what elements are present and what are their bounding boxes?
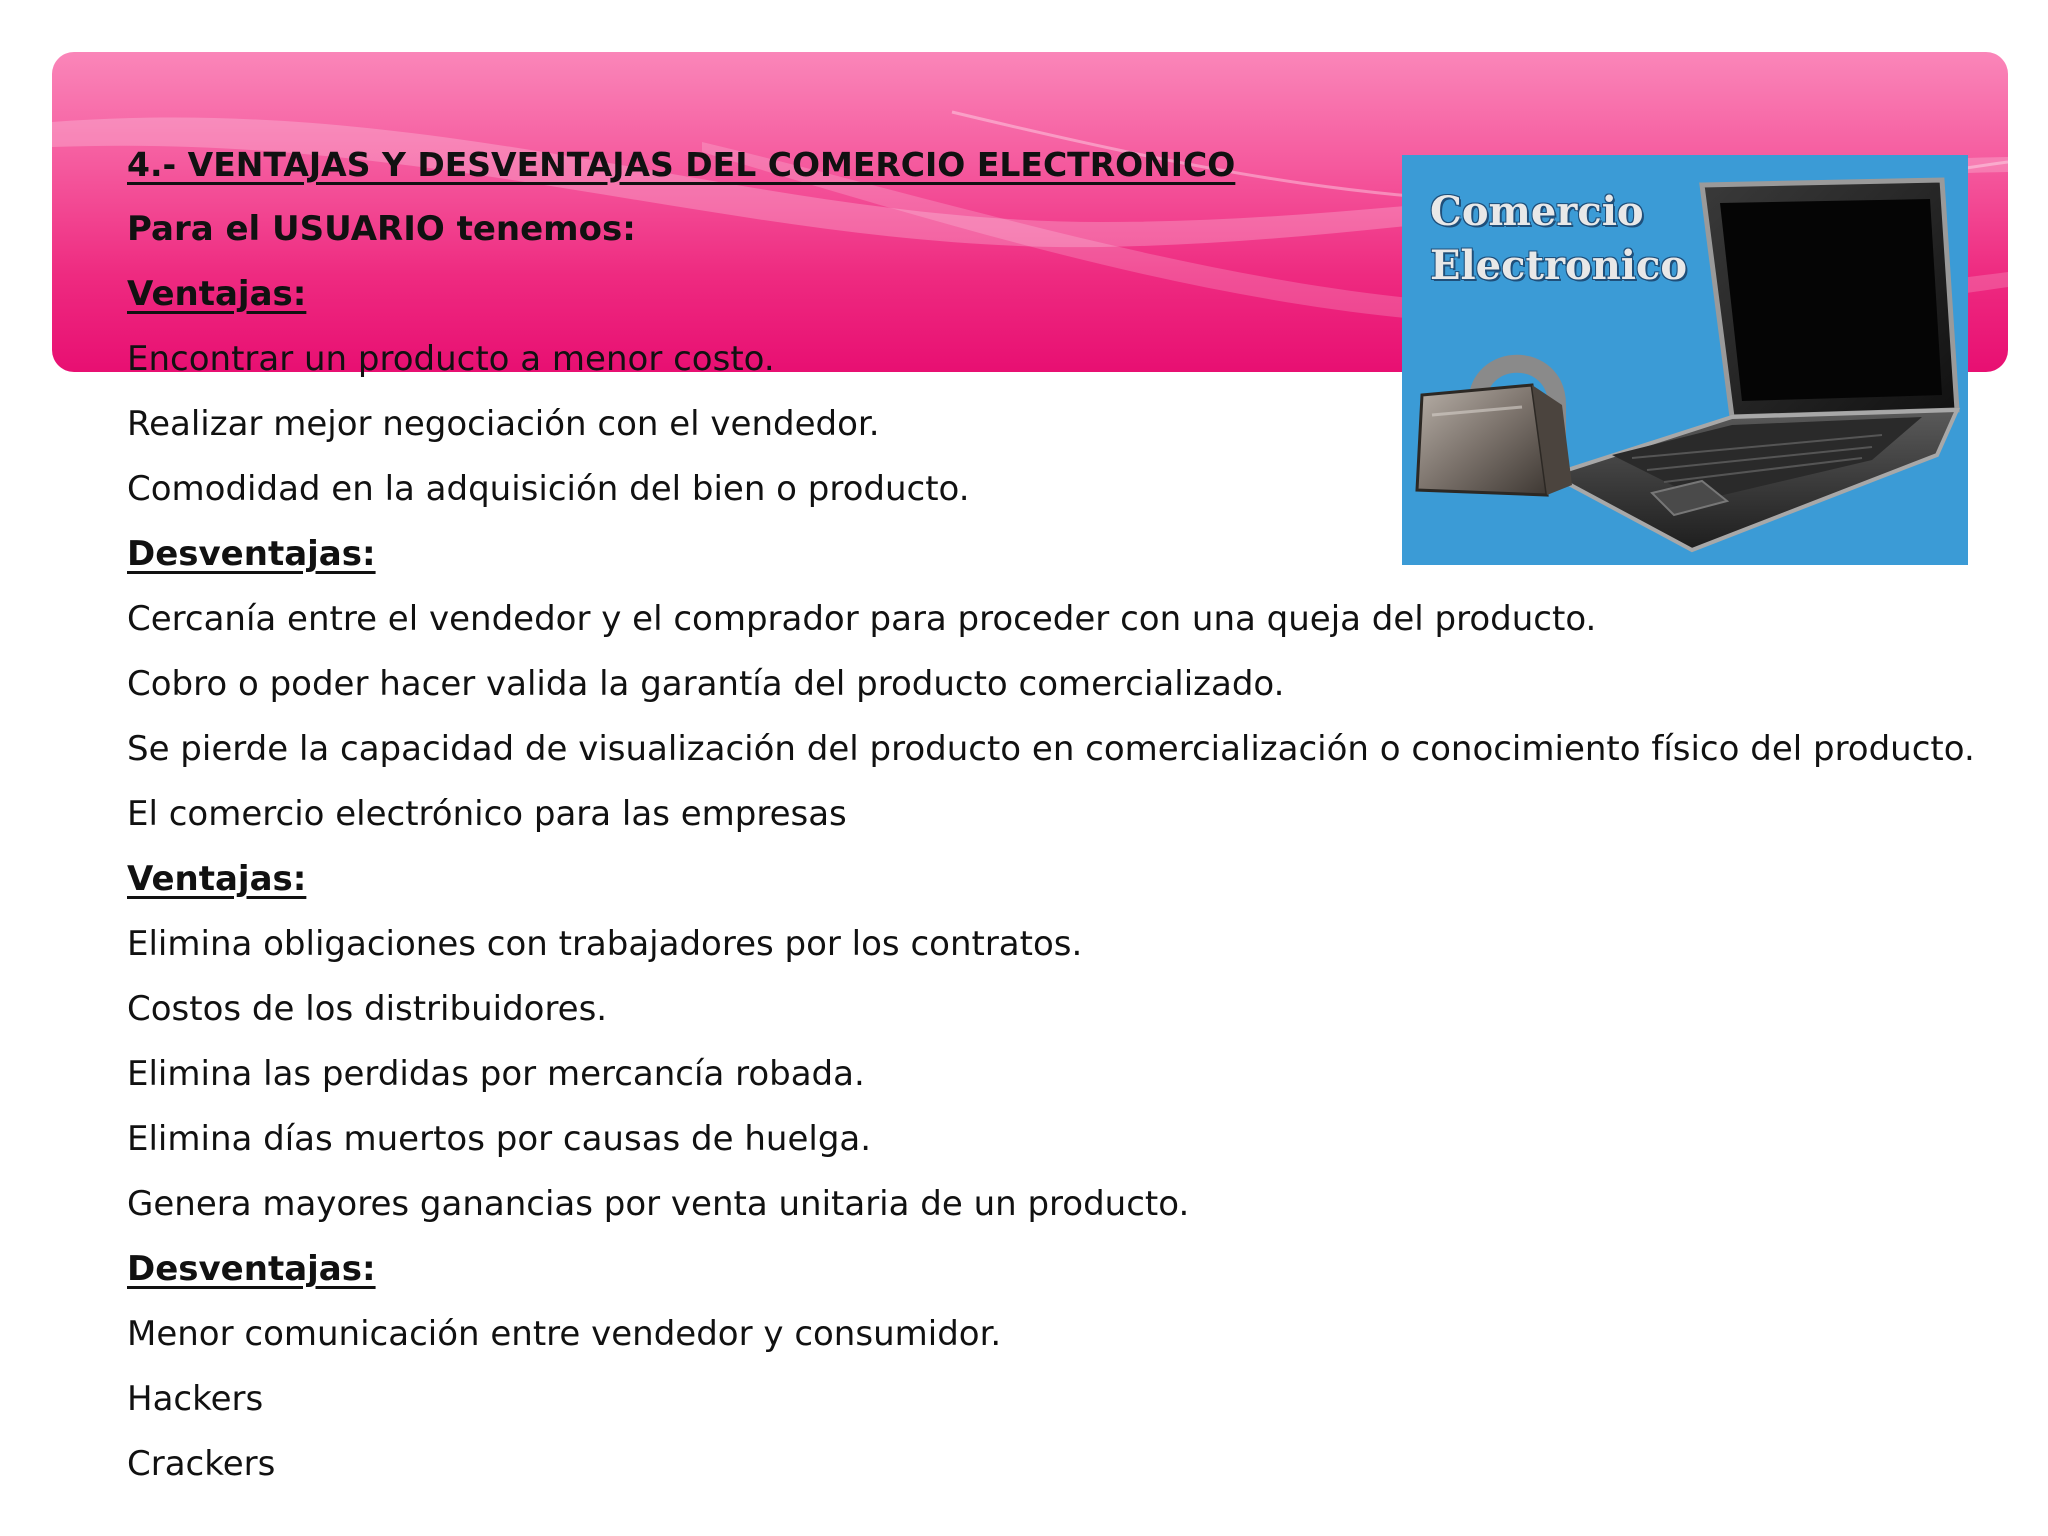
ecommerce-illustration [1402, 155, 1968, 565]
list-item: Cobro o poder hacer valida la garantía del producto comercializado. [127, 664, 1285, 704]
list-item: Elimina las perdidas por mercancía robada. [127, 1054, 865, 1094]
company-advantages-heading: Ventajas: [127, 859, 307, 899]
list-item: Cercanía entre el vendedor y el comprador para proceder con una queja del producto. [127, 599, 1597, 639]
list-item: Realizar mejor negociación con el vendedor. [127, 404, 880, 444]
list-item: Crackers [127, 1444, 276, 1484]
user-advantages-heading: Ventajas: [127, 274, 307, 314]
caption-line-2: Electronico [1430, 242, 1688, 289]
list-item: Elimina días muertos por causas de huelga. [127, 1119, 872, 1159]
slide-title: 4.- VENTAJAS Y DESVENTAJAS DEL COMERCIO ELECTRONICO [127, 145, 1236, 184]
illustration-caption [1430, 185, 1687, 293]
list-item: Menor comunicación entre vendedor y consumidor. [127, 1314, 1002, 1354]
company-section-heading: El comercio electrónico para las empresas [127, 794, 847, 834]
list-item: Costos de los distribuidores. [127, 989, 608, 1029]
list-item: Elimina obligaciones con trabajadores por los contratos. [127, 924, 1083, 964]
list-item: Encontrar un producto a menor costo. [127, 339, 775, 379]
list-item: Se pierde la capacidad de visualización del producto en comercialización o conocimiento físico del producto. [127, 729, 1975, 769]
user-disadvantages-heading: Desventajas: [127, 534, 376, 574]
caption-line-1: Comercio [1430, 188, 1644, 235]
list-item: Comodidad en la adquisición del bien o producto. [127, 469, 970, 509]
user-section-heading: Para el USUARIO tenemos: [127, 209, 636, 249]
list-item: Hackers [127, 1379, 264, 1419]
list-item: Genera mayores ganancias por venta unitaria de un producto. [127, 1184, 1190, 1224]
company-disadvantages-heading: Desventajas: [127, 1249, 376, 1289]
